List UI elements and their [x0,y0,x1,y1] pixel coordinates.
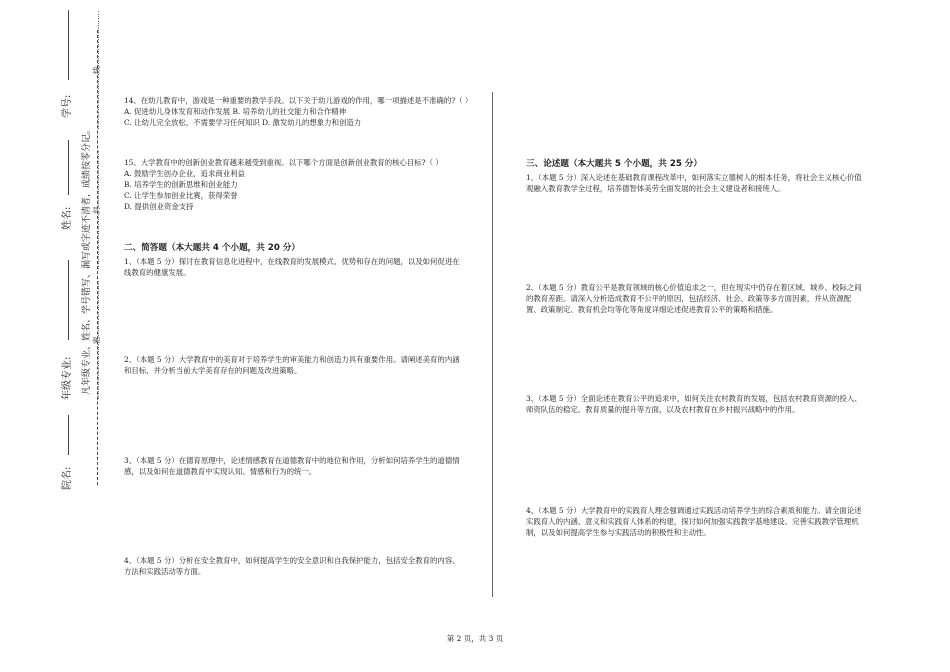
essay-2-text: 2、（本题 5 分）教育公平是教育领域的核心价值追求之一，但在现实中仍存在着区域、城乡、校际之间的教育差距。请深入分析造成教育不公平的原因，包括经济、社会、政策等多方面因素，并从资源配置、政策制定、教育机会均等化等角度详细论述促进教育公平的策略和措施。 [526,283,862,314]
question-15-option-a: A. 鼓励学生创办企业，追求商业利益 [124,169,245,178]
question-15-option-d: D. 提供创业资金支持 [124,202,194,211]
question-14-stem: 14、在幼儿教育中，游戏是一种重要的教学手段。以下关于幼儿游戏的作用，哪一项描述是不准确的?（ ） [124,96,473,105]
student-id-label: 学号: [62,94,73,118]
binding-line-xian: ……………………线…………………… [92,11,101,130]
short-answer-4-text: 4、（本题 5 分）分析在安全教育中，如何提高学生的安全意识和自我保护能力，包括安全教育的内容、方法和实践活动等方面。 [124,556,460,576]
short-answer-2-text: 2、（本题 5 分）大学教育中的美育对于培养学生的审美能力和创造力具有重要作用。请阐述美育的内涵和目标，并分析当前大学美育存在的问题及改进策略。 [124,355,460,375]
section-3-header [526,158,876,170]
short-answer-3 [124,455,466,477]
grade-major-label: 年级专业: [62,356,73,400]
school-label: 院名: [62,466,73,490]
essay-3 [526,393,864,415]
question-15-option-b: B. 培养学生的创新思维和创业能力 [124,180,238,189]
essay-4 [526,505,866,538]
short-answer-3-text: 3、（本题 5 分）在德育原理中，论述情感教育在道德教育中的地位和作用，分析如何培养学生的道德情感，以及如何在道德教育中实现认知、情感和行为的统一。 [124,456,460,476]
student-id-blank [68,10,69,80]
name-blank [68,140,69,195]
question-14-options-cd: C. 让幼儿完全放松，不需要学习任何知识 D. 激发幼儿的想象力和创造力 [124,118,362,127]
question-15-stem: 15、大学教育中的创新创业教育越来越受到重视。以下哪个方面是创新创业教育的核心目标?（ ） [124,158,443,167]
left-column [124,95,474,128]
question-14-options-ab: A. 促进幼儿身体发育和动作发展 B. 培养幼儿的社交能力和合作精神 [124,107,347,116]
section-3-title: 三、论述题（本大题共 5 个小题，共 25 分） [526,159,703,169]
binding-line-feng: ……………………封…………………… [92,151,101,270]
short-answer-4 [124,555,466,577]
school-blank [68,415,69,455]
question-15 [124,157,474,212]
binding-line-mi: ……………………密…………………… [92,281,101,400]
section-2-title: 二、简答题（本大题共 4 个小题，共 20 分） [124,243,301,253]
short-answer-1-text: 1、（本题 5 分）探讨在教育信息化进程中，在线教育的发展模式、优势和存在的问题，以及如何促进在线教育的健康发展。 [124,257,460,277]
grade-major-blank [68,260,69,340]
question-15-option-c: C. 让学生参加创业比赛，获得荣誉 [124,191,238,200]
essay-2 [526,282,864,315]
short-answer-1 [124,256,466,278]
short-answer-2 [124,354,466,376]
essay-4-text: 4、（本题 5 分）大学教育中的实践育人理念强调通过实践活动培养学生的综合素质和能力。请全面论述实践育人的内涵、意义和实践育人体系的构建，探讨如何加强实践教学基地建设、完善实践教学管理机制，以及如何提高学生参与实践活动的积极性和主动性。 [526,506,862,537]
name-label: 姓名: [62,206,73,230]
section-2-header [124,242,474,254]
essay-1-text: 1、（本题 5 分）深入论述在基础教育课程改革中，如何落实立德树人的根本任务，将社会主义核心价值观融入教育教学全过程，培养德智体美劳全面发展的社会主义建设者和接班人。 [526,173,862,193]
column-divider [492,92,493,597]
essay-3-text: 3、（本题 5 分）全面论述在教育公平的追求中，如何关注农村教育的发展，包括农村教育资源的投入、师资队伍的稳定、教育质量的提升等方面，以及农村教育在乡村振兴战略中的作用。 [526,394,862,414]
essay-1 [526,172,864,194]
page-number: 第 2 页，共 3 页 [446,634,504,643]
binding-notice: 凡年级专业、姓名、学号错写、漏写或字迹不清者，成绩按零分记。 [82,124,92,395]
